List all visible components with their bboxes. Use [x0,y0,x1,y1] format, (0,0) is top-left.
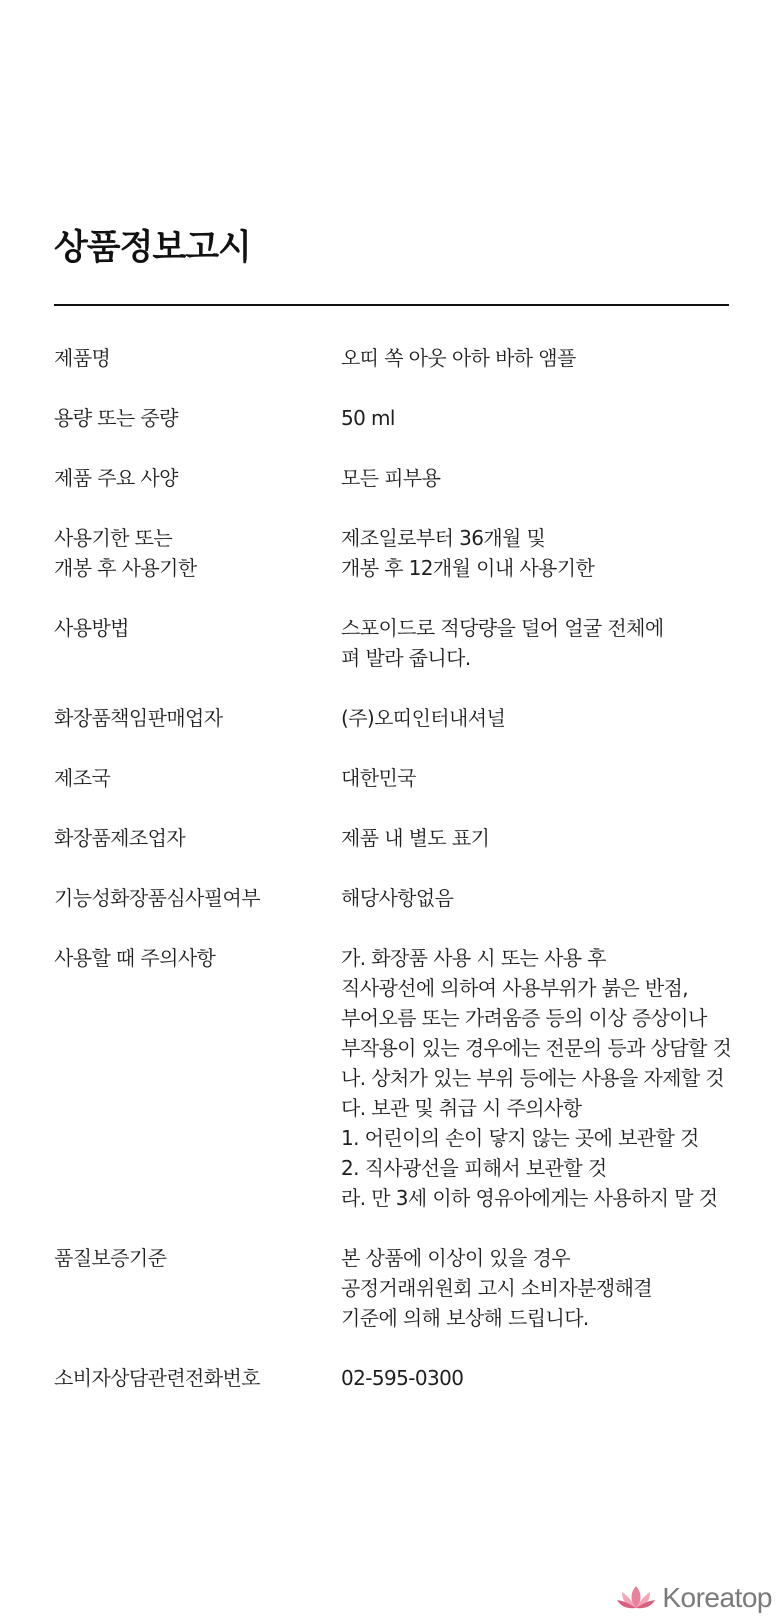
info-row [54,403,734,433]
row-value-line: 스포이드로 적당량을 덜어 얼굴 전체에 [341,616,664,640]
row-value [341,343,734,373]
row-label-line: 제조국 [54,766,111,790]
info-row [54,823,734,853]
info-row [54,883,734,913]
row-label-line: 화장품책임판매업자 [54,706,223,730]
row-label-line: 화장품제조업자 [54,826,186,850]
row-value-line: 펴 발라 줍니다. [341,646,471,670]
info-table [54,343,734,1423]
row-value [341,703,734,733]
phone-number: 02-595-0300 [341,1366,464,1390]
row-value-line: 가. 화장품 사용 시 또는 사용 후 [341,946,606,970]
row-value [341,1243,734,1333]
row-value-line: 제조일로부터 36개월 및 [341,526,546,550]
row-value-line: 해당사항없음 [341,886,454,910]
row-value [341,763,734,793]
row-label [54,613,341,643]
row-label-line: 용량 또는 중량 [54,406,178,430]
row-value-line: 개봉 후 12개월 이내 사용기한 [341,556,595,580]
row-value-line: 모든 피부용 [341,466,441,490]
row-label [54,883,341,913]
row-value [341,823,734,853]
row-value-line: 50 ml [341,406,395,430]
koreatop-logo [616,1582,772,1614]
row-value-line: 공정거래위원회 고시 소비자분쟁해결 [341,1276,653,1300]
row-value-line: 부어오름 또는 가려움증 등의 이상 증상이나 [341,1006,707,1030]
logo-text: Koreatop [662,1582,772,1613]
row-value-line: 제품 내 별도 표기 [341,826,490,850]
row-value [341,883,734,913]
page-title: 상품정보고시 [54,228,251,268]
row-value-line: 2. 직사광선을 피해서 보관할 것 [341,1156,607,1180]
row-label-line: 소비자상담관련전화번호 [54,1366,260,1390]
info-row [54,343,734,373]
row-value-line: 다. 보관 및 취급 시 주의사항 [341,1096,582,1120]
row-value-line: 나. 상처가 있는 부위 등에는 사용을 자제할 것 [341,1066,725,1090]
row-value [341,613,734,673]
info-row [54,763,734,793]
row-label [54,1243,341,1273]
row-label-line: 기능성화장품심사필여부 [54,886,260,910]
info-row [54,463,734,493]
row-label-line: 품질보증기준 [54,1246,167,1270]
row-label [54,403,341,433]
row-value-line: 1. 어린이의 손이 닿지 않는 곳에 보관할 것 [341,1126,699,1150]
row-value [341,523,734,583]
info-row [54,1363,734,1393]
row-value-line: 라. 만 3세 이하 영유아에게는 사용하지 말 것 [341,1186,718,1210]
row-label-line: 제품명 [54,346,111,370]
row-label [54,1363,341,1393]
row-value [341,463,734,493]
row-label [54,343,341,373]
row-label [54,823,341,853]
info-row [54,1243,734,1333]
row-label [54,463,341,493]
info-row [54,613,734,673]
row-value [341,403,734,433]
row-label-line: 사용기한 또는 [54,526,173,550]
row-label [54,943,341,973]
row-value-line: 부작용이 있는 경우에는 전문의 등과 상담할 것 [341,1036,732,1060]
title-divider [54,304,729,306]
row-value-line: 직사광선에 의하여 사용부위가 붉은 반점, [341,976,689,1000]
row-label-line: 사용할 때 주의사항 [54,946,216,970]
row-label-line: 개봉 후 사용기한 [54,556,197,580]
row-value [341,943,734,1213]
row-label-line: 제품 주요 사양 [54,466,178,490]
row-label [54,523,341,583]
info-row [54,523,734,583]
row-value [341,1363,734,1393]
info-row [54,703,734,733]
row-value-line: 본 상품에 이상이 있을 경우 [341,1246,570,1270]
row-label-line: 사용방법 [54,616,129,640]
row-value-line: (주)오띠인터내셔널 [341,706,506,730]
row-value-line: 대한민국 [341,766,416,790]
row-label [54,703,341,733]
row-value-line: 기준에 의해 보상해 드립니다. [341,1306,589,1330]
row-label [54,763,341,793]
info-row [54,943,734,1213]
lotus-icon [616,1582,656,1614]
row-value-line: 오띠 쏙 아웃 아하 바하 앰플 [341,346,576,370]
